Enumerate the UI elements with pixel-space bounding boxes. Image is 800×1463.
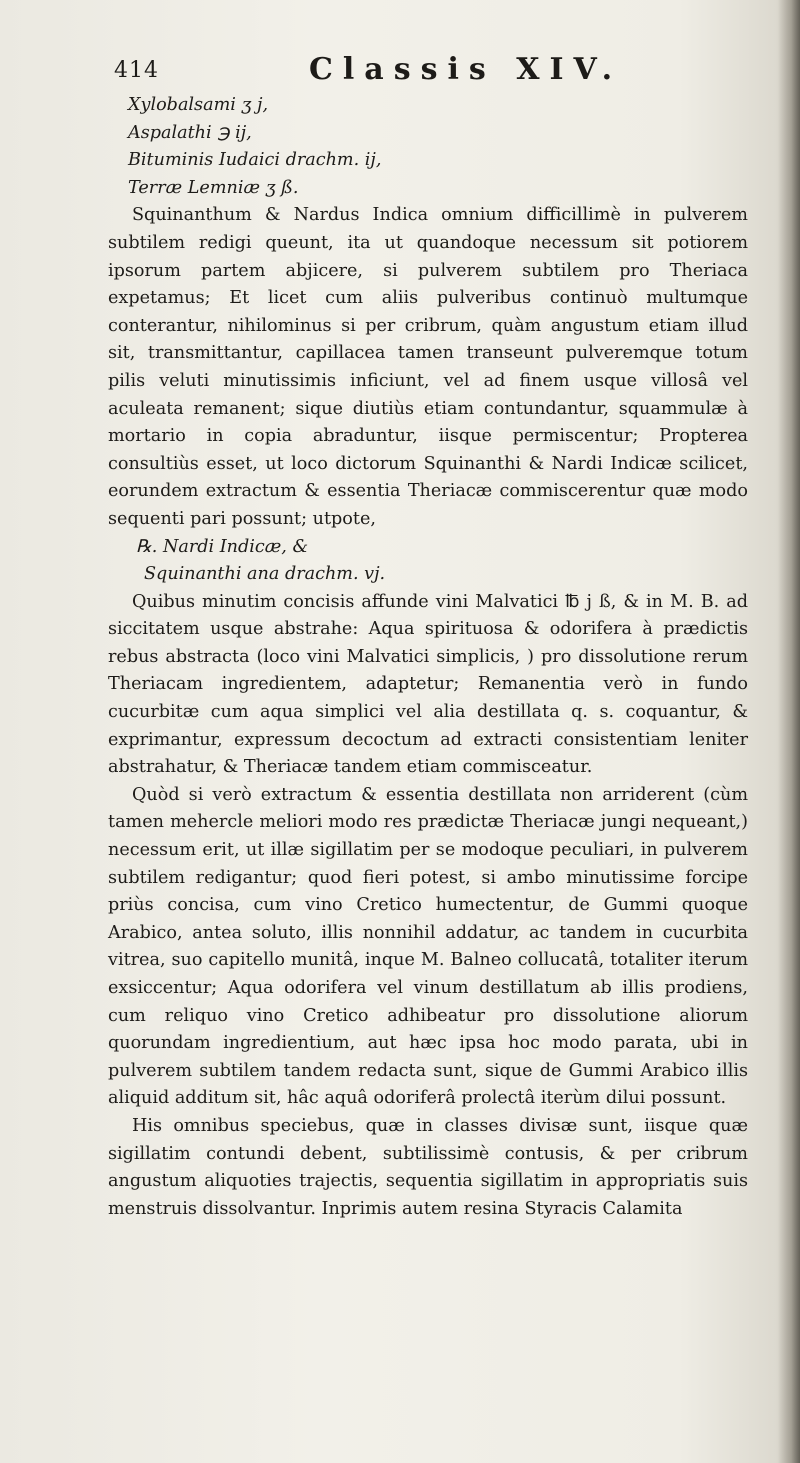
paragraph-quod-si: Quòd si verò extractum & essentia destillata non arriderent (cùm tamen mehercle meliori modo res prædictæ Theriacæ jungi nequeant,) necessum erit, ut illæ sigillatim per se modoque peculiari, in pulverem subtilem redigantur; quod fieri potest, si ambo minutissime forcipe priùs concisa, cum vino Cretico humectentur, de Gummi quoque Arabico, antea soluto, illis nonnihil addatur, ac tandem in cucurbita vitrea, suo capitello munitâ, inque M. Balneo collucatâ, totaliter iterum exsiccentur; Aqua odorifera vel vinum destillatum ab illis prodiens, cum reliquo vino Cretico adhibeatur pro dissolutione aliorum quorundam ingredientium, aut hæc ipsa hoc modo parata, ubi in pulverem subtilem tandem redacta sunt, sique de Gummi Arabico illis aliquid additum sit, hâc aquâ odoriferâ prolectâ iterùm dilui possunt.	[108, 784, 748, 1109]
prescription-line: ℞. Nardi Indicæ, &	[136, 536, 309, 557]
running-title: Classis XIV.	[309, 52, 623, 87]
paragraph-quibus: Quibus minutim concisis affunde vini Malvatici ℔ j ß, & in M. B. ad siccitatem usque abstrahe: Aqua spirituosa & odorifera à prædictis rebus abstracta (loco vini Malvatici simplicis, ) pro dissolutione rerum Theriacam ingredientem, adaptetur; Remanentia verò in fundo cucurbitæ cum aqua simplici vel alia destillata q. s. coquantur, & exprimantur, expressum decoctum ad extracti consistentiam leniter abstrahatur, & Theriacæ tandem etiam commisceatur.	[108, 591, 748, 778]
recipe-line: Terræ Lemniæ ʒ ß.	[128, 177, 299, 198]
paragraph-squinanthum: Squinanthum & Nardus Indica omnium difficillimè in pulverem subtilem redigi queunt, ita ut quandoque necessum sit potiorem ipsorum partem abjicere, si pulverem subtilem pro Theriaca expetamus; Et licet cum aliis pulveribus continuò multumque conterantur, nihilominus si per cribrum, quàm angustum etiam illud sit, transmittantur, capillacea tamen transeunt pulveremque totum pilis veluti minutissimis inficiunt, vel ad finem usque villosâ vel aculeata remanent; sique diutiùs etiam contundantur, squammulæ à mortario in copia abraduntur, iisque permiscentur; Propterea consultiùs esset, ut loco dictorum Squinanthi & Nardi Indicæ scilicet, eorundem extractum & essentia Theriacæ commiscerentur quæ modo sequenti pari possunt; utpote,	[108, 205, 748, 529]
page-header	[114, 52, 744, 92]
page-edge-shadow	[778, 0, 800, 1463]
prescription-line: Squinanthi ana drachm. vj.	[144, 564, 386, 585]
paragraph-his-omnibus: His omnibus speciebus, quæ in classes divisæ sunt, iisque quæ sigillatim contundi debent, subtilissimè contusis, & per cribrum angustum aliquoties trajectis, sequentia sigillatim in appropriatis suis menstruis dissolvantur. Inprimis autem resina Styracis Calamita	[108, 1115, 748, 1219]
recipe-list	[108, 92, 748, 202]
recipe-line: Bituminis Iudaici drachm. ij,	[128, 150, 382, 171]
recipe-line: Aspalathi ℈ ij,	[128, 122, 252, 143]
body-text	[108, 92, 748, 1223]
page-number: 414	[114, 58, 159, 83]
recipe-line: Xylobalsami ʒ j,	[128, 95, 269, 115]
